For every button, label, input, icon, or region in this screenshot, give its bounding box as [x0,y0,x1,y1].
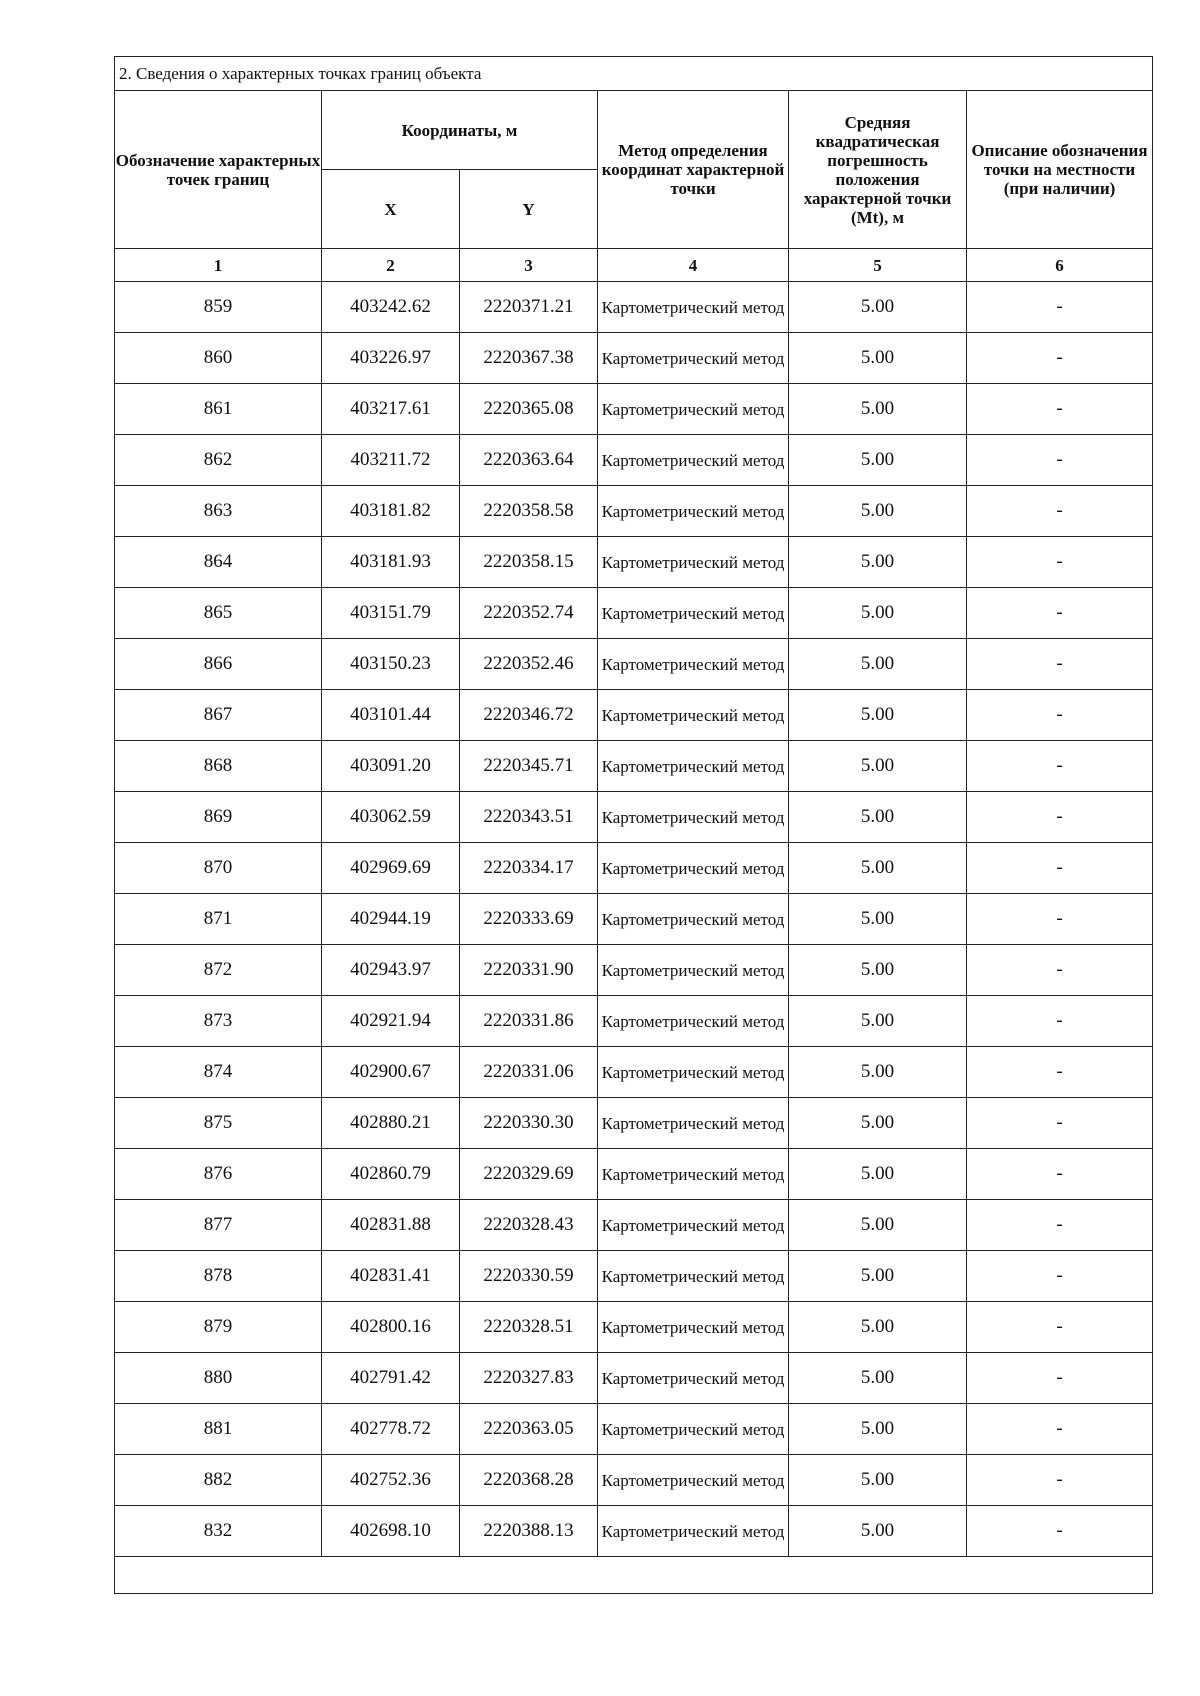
cell-description: - [967,894,1153,945]
cell-point: 872 [115,945,322,996]
cell-method: Картометрический метод [598,588,789,639]
cell-point: 866 [115,639,322,690]
cell-y: 2220327.83 [460,1353,598,1404]
cell-method: Картометрический метод [598,843,789,894]
cell-point: 865 [115,588,322,639]
header-row [115,91,1153,170]
cell-y: 2220331.06 [460,1047,598,1098]
cell-point: 880 [115,1353,322,1404]
cell-y: 2220352.74 [460,588,598,639]
cell-x: 402698.10 [322,1506,460,1557]
table-row [115,894,1153,945]
cell-method: Картометрический метод [598,996,789,1047]
section-title-row [115,57,1153,91]
cell-y: 2220331.86 [460,996,598,1047]
cell-mt: 5.00 [789,792,967,843]
cell-method: Картометрический метод [598,1200,789,1251]
table-row [115,1353,1153,1404]
table-row [115,1047,1153,1098]
cell-x: 403226.97 [322,333,460,384]
cell-x: 403217.61 [322,384,460,435]
cell-mt: 5.00 [789,996,967,1047]
cell-x: 402860.79 [322,1149,460,1200]
cell-description: - [967,486,1153,537]
cell-point: 870 [115,843,322,894]
cell-y: 2220345.71 [460,741,598,792]
cell-point: 873 [115,996,322,1047]
cell-mt: 5.00 [789,639,967,690]
cell-description: - [967,1404,1153,1455]
cell-x: 403242.62 [322,282,460,333]
cell-x: 402943.97 [322,945,460,996]
cell-description: - [967,843,1153,894]
table-body [115,282,1153,1557]
header-point: Обозначение характерных точек границ [115,91,322,249]
cell-point: 860 [115,333,322,384]
cell-mt: 5.00 [789,435,967,486]
cell-method: Картометрический метод [598,282,789,333]
cell-description: - [967,1047,1153,1098]
cell-method: Картометрический метод [598,1404,789,1455]
cell-x: 402880.21 [322,1098,460,1149]
table-row [115,1200,1153,1251]
cell-mt: 5.00 [789,333,967,384]
cell-y: 2220346.72 [460,690,598,741]
header-error: Средняя квадратическая погрешность положения характерной точки (Mt), м [789,91,967,249]
cell-point: 881 [115,1404,322,1455]
cell-y: 2220334.17 [460,843,598,894]
cell-point: 861 [115,384,322,435]
cell-description: - [967,333,1153,384]
cell-method: Картометрический метод [598,1047,789,1098]
cell-point: 879 [115,1302,322,1353]
cell-description: - [967,1251,1153,1302]
cell-description: - [967,588,1153,639]
table-row [115,1404,1153,1455]
table-row [115,1506,1153,1557]
table-row [115,1149,1153,1200]
blank-cell [115,1557,1153,1594]
cell-x: 403150.23 [322,639,460,690]
cell-x: 402831.41 [322,1251,460,1302]
cell-y: 2220371.21 [460,282,598,333]
boundary-points-sheet [114,56,1152,1594]
header-y: Y [460,170,598,249]
header-x: X [322,170,460,249]
cell-x: 402921.94 [322,996,460,1047]
cell-mt: 5.00 [789,588,967,639]
cell-point: 859 [115,282,322,333]
cell-method: Картометрический метод [598,639,789,690]
table-row [115,945,1153,996]
cell-mt: 5.00 [789,1506,967,1557]
cell-y: 2220363.05 [460,1404,598,1455]
table-row [115,486,1153,537]
cell-point: 863 [115,486,322,537]
cell-mt: 5.00 [789,894,967,945]
cell-x: 403101.44 [322,690,460,741]
cell-description: - [967,996,1153,1047]
cell-y: 2220363.64 [460,435,598,486]
table-row [115,741,1153,792]
column-number: 5 [789,249,967,282]
cell-point: 871 [115,894,322,945]
cell-mt: 5.00 [789,1404,967,1455]
table-row [115,996,1153,1047]
cell-mt: 5.00 [789,945,967,996]
table-row [115,639,1153,690]
cell-point: 876 [115,1149,322,1200]
cell-x: 402791.42 [322,1353,460,1404]
cell-y: 2220331.90 [460,945,598,996]
cell-x: 403181.82 [322,486,460,537]
cell-x: 402900.67 [322,1047,460,1098]
cell-point: 864 [115,537,322,588]
cell-description: - [967,690,1153,741]
cell-method: Картометрический метод [598,1353,789,1404]
table-row [115,1098,1153,1149]
cell-description: - [967,282,1153,333]
cell-y: 2220352.46 [460,639,598,690]
cell-y: 2220333.69 [460,894,598,945]
cell-method: Картометрический метод [598,792,789,843]
cell-description: - [967,384,1153,435]
table-row [115,690,1153,741]
cell-y: 2220358.15 [460,537,598,588]
cell-x: 402752.36 [322,1455,460,1506]
cell-point: 882 [115,1455,322,1506]
cell-method: Картометрический метод [598,1098,789,1149]
cell-description: - [967,1098,1153,1149]
cell-x: 403062.59 [322,792,460,843]
cell-mt: 5.00 [789,741,967,792]
header-description: Описание обозначения точки на местности (при наличии) [967,91,1153,249]
cell-point: 862 [115,435,322,486]
cell-description: - [967,792,1153,843]
cell-description: - [967,1149,1153,1200]
cell-y: 2220367.38 [460,333,598,384]
cell-mt: 5.00 [789,1251,967,1302]
cell-method: Картометрический метод [598,435,789,486]
cell-y: 2220328.51 [460,1302,598,1353]
header-coords: Координаты, м [322,91,598,170]
section-title: 2. Сведения о характерных точках границ объекта [115,57,1153,91]
cell-y: 2220329.69 [460,1149,598,1200]
cell-y: 2220358.58 [460,486,598,537]
cell-mt: 5.00 [789,843,967,894]
cell-x: 402800.16 [322,1302,460,1353]
table-row [115,588,1153,639]
cell-description: - [967,537,1153,588]
cell-mt: 5.00 [789,1302,967,1353]
cell-description: - [967,945,1153,996]
cell-y: 2220365.08 [460,384,598,435]
column-number: 4 [598,249,789,282]
cell-x: 403151.79 [322,588,460,639]
cell-point: 869 [115,792,322,843]
cell-description: - [967,1455,1153,1506]
table-row [115,384,1153,435]
cell-mt: 5.00 [789,1149,967,1200]
cell-point: 875 [115,1098,322,1149]
cell-mt: 5.00 [789,282,967,333]
table-row [115,1302,1153,1353]
cell-point: 867 [115,690,322,741]
column-number: 2 [322,249,460,282]
column-number: 1 [115,249,322,282]
cell-method: Картометрический метод [598,894,789,945]
cell-x: 403181.93 [322,537,460,588]
cell-y: 2220330.30 [460,1098,598,1149]
cell-method: Картометрический метод [598,1251,789,1302]
cell-x: 402831.88 [322,1200,460,1251]
table-row [115,333,1153,384]
cell-y: 2220343.51 [460,792,598,843]
cell-mt: 5.00 [789,384,967,435]
cell-description: - [967,1302,1153,1353]
cell-point: 878 [115,1251,322,1302]
column-number-row [115,249,1153,282]
column-number: 3 [460,249,598,282]
table-row [115,537,1153,588]
cell-point: 874 [115,1047,322,1098]
cell-method: Картометрический метод [598,1506,789,1557]
cell-y: 2220388.13 [460,1506,598,1557]
cell-method: Картометрический метод [598,945,789,996]
column-number: 6 [967,249,1153,282]
cell-method: Картометрический метод [598,537,789,588]
table-row [115,843,1153,894]
cell-x: 403211.72 [322,435,460,486]
cell-x: 402944.19 [322,894,460,945]
cell-mt: 5.00 [789,1047,967,1098]
cell-description: - [967,1353,1153,1404]
cell-y: 2220328.43 [460,1200,598,1251]
cell-method: Картометрический метод [598,1455,789,1506]
header-method: Метод определения координат характерной точки [598,91,789,249]
table-row [115,282,1153,333]
boundary-points-table [114,56,1153,1594]
cell-mt: 5.00 [789,486,967,537]
cell-point: 877 [115,1200,322,1251]
cell-point: 868 [115,741,322,792]
cell-method: Картометрический метод [598,690,789,741]
cell-y: 2220368.28 [460,1455,598,1506]
table-row [115,792,1153,843]
cell-x: 402969.69 [322,843,460,894]
cell-mt: 5.00 [789,690,967,741]
cell-description: - [967,1200,1153,1251]
cell-method: Картометрический метод [598,333,789,384]
cell-mt: 5.00 [789,537,967,588]
cell-description: - [967,639,1153,690]
cell-y: 2220330.59 [460,1251,598,1302]
cell-mt: 5.00 [789,1098,967,1149]
cell-description: - [967,741,1153,792]
cell-method: Картометрический метод [598,384,789,435]
cell-description: - [967,435,1153,486]
cell-x: 403091.20 [322,741,460,792]
table-row [115,435,1153,486]
cell-mt: 5.00 [789,1455,967,1506]
blank-row [115,1557,1153,1594]
cell-mt: 5.00 [789,1353,967,1404]
cell-method: Картометрический метод [598,1149,789,1200]
table-row [115,1455,1153,1506]
cell-method: Картометрический метод [598,486,789,537]
table-row [115,1251,1153,1302]
cell-mt: 5.00 [789,1200,967,1251]
cell-method: Картометрический метод [598,1302,789,1353]
cell-x: 402778.72 [322,1404,460,1455]
cell-point: 832 [115,1506,322,1557]
cell-description: - [967,1506,1153,1557]
cell-method: Картометрический метод [598,741,789,792]
